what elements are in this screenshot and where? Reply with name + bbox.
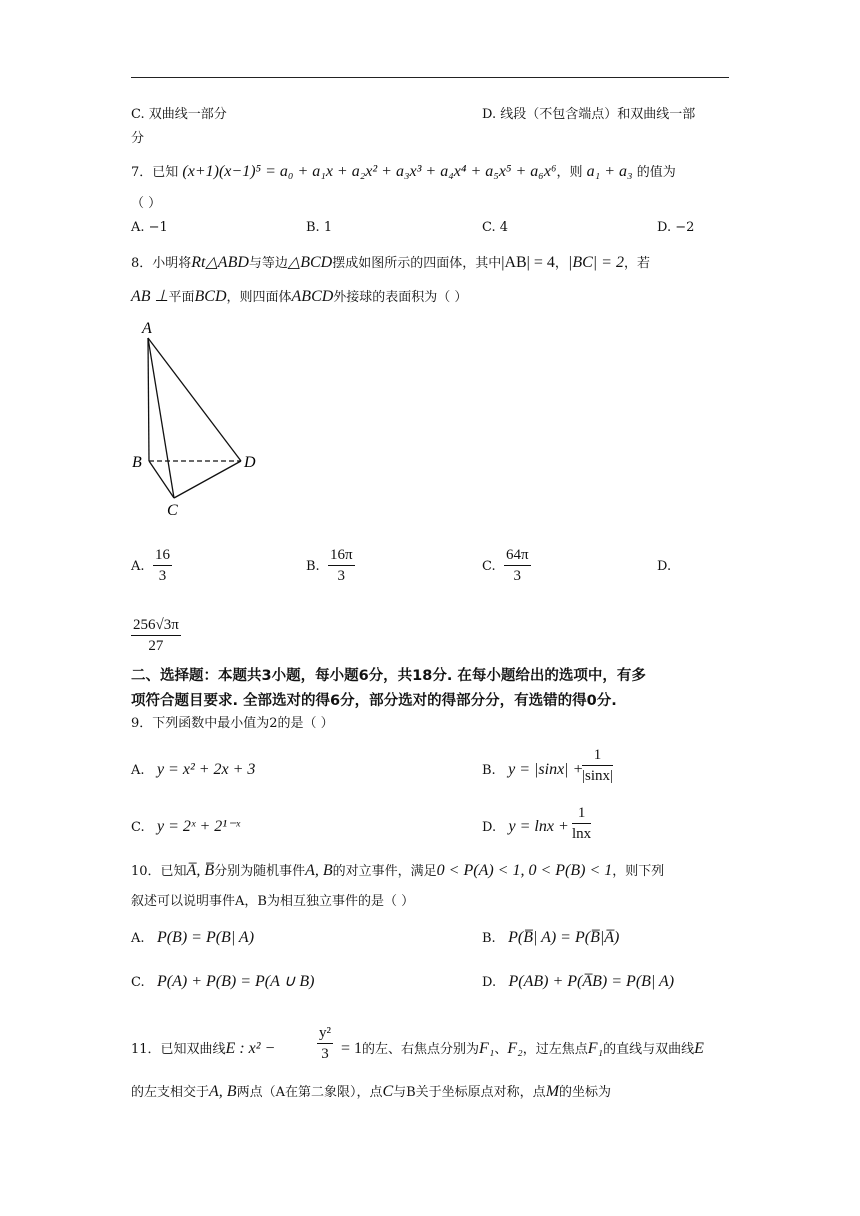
q7-option-d: D. −2 xyxy=(657,220,695,235)
vertex-label-b: B xyxy=(132,454,142,471)
option-expression: y = 2ˣ + 2¹⁻ˣ xyxy=(157,818,240,835)
q6-option-c: C. 双曲线一部分 xyxy=(131,107,227,122)
q6-option-d-wrap: 分 xyxy=(131,131,145,146)
q8-option-d-label: D. xyxy=(657,559,672,574)
fraction-numerator: 16π xyxy=(328,545,355,566)
fraction-denominator: 3 xyxy=(158,568,167,584)
q10-stem-line1 xyxy=(131,862,664,881)
q9-stem: 9．下列函数中最小值为2的是（ ） xyxy=(131,716,334,731)
q11-math: A, B xyxy=(209,1083,237,1100)
q10-text: 10．已知 xyxy=(131,864,187,879)
q10-option-c xyxy=(131,973,314,992)
q8-math: |BC| = 2 xyxy=(567,254,624,271)
q8-text: ，则四面体 xyxy=(226,290,292,305)
fraction-numerator: y² xyxy=(317,1023,333,1044)
q7-option-c: C. 4 xyxy=(482,220,509,235)
q11-math: M xyxy=(545,1083,560,1100)
q7-target: a₁ + a₃ xyxy=(586,163,633,180)
q7-suffix: ，则 xyxy=(556,165,583,180)
q9-option-b-fraction xyxy=(582,745,613,786)
q8-math: △BCD xyxy=(287,254,333,271)
q7-expression: (x+1)(x−1)⁵ = a₀ + a₁x + a₂x² + a₃x³ + a₄x⁴ + a₅x⁵ + a₆x⁶ xyxy=(182,163,557,180)
option-label: C. xyxy=(131,975,145,990)
option-expression: P(B) = P(B| A) xyxy=(156,929,255,946)
q11-text: 的左支相交于 xyxy=(131,1085,210,1100)
fraction-numerator: 16 xyxy=(153,545,172,566)
q11-math: = 1 xyxy=(341,1040,363,1057)
fraction-numerator: 1 xyxy=(582,745,613,766)
q8-option-c-label: C. xyxy=(482,559,496,574)
q11-math: F₁ xyxy=(479,1040,495,1057)
option-expression: y = lnx + xyxy=(508,818,569,835)
q7-paren: （ ） xyxy=(131,196,162,211)
q11-stem-line1-end xyxy=(341,1040,704,1059)
q11-math: F₁ xyxy=(587,1040,604,1057)
vertex-label-a: A xyxy=(142,320,152,337)
fraction-denominator: 3 xyxy=(513,568,522,584)
section-2-heading-line2: 项符合题目要求. 全部选对的得6分，部分选对的得部分分，有选错的得0分. xyxy=(131,693,617,709)
section-2-heading-line1: 二、选择题：本题共3小题，每小题6分，共18分. 在每小题给出的选项中，有多 xyxy=(131,668,646,684)
q11-math: E xyxy=(694,1040,704,1057)
option-label: D. xyxy=(482,975,497,990)
edge-ad xyxy=(148,338,241,461)
q8-math: AB ⊥ xyxy=(131,288,169,305)
q10-text: 分别为随机事件 xyxy=(214,864,306,879)
header-rule xyxy=(131,77,729,78)
q8-text: ， xyxy=(554,256,568,271)
option-label: D. xyxy=(482,820,497,835)
q10-text: 的对立事件，满足 xyxy=(332,864,437,879)
q11-text: 11．已知双曲线 xyxy=(131,1042,226,1057)
q9-option-c xyxy=(131,818,240,837)
q11-math: F₂ xyxy=(507,1040,523,1057)
q8-stem-line2 xyxy=(131,288,467,307)
option-expression: y = x² + 2x + 3 xyxy=(156,761,256,778)
edge-ab xyxy=(148,338,149,461)
q9-option-b xyxy=(482,761,583,780)
q7-option-b: B. 1 xyxy=(306,220,333,235)
q10-option-b xyxy=(482,929,619,948)
fraction-denominator: 3 xyxy=(337,568,346,584)
q8-text: 8．小明将 xyxy=(131,256,192,271)
q11-text: 的直线与双曲线 xyxy=(603,1042,695,1057)
q8-text: 摆成如图所示的四面体，其中 xyxy=(332,256,502,271)
q11-text: 、 xyxy=(494,1042,508,1057)
q11-text: 的坐标为 xyxy=(559,1085,612,1100)
q8-text: 与等边 xyxy=(248,256,288,271)
option-label: A. xyxy=(131,931,145,946)
q10-stem-line2: 叙述可以说明事件A，B为相互独立事件的是（ ） xyxy=(131,894,415,909)
q10-option-a xyxy=(131,929,254,948)
fraction-denominator: |sinx| xyxy=(582,768,614,784)
q9-option-d xyxy=(482,818,569,837)
fraction-denominator: 3 xyxy=(321,1046,329,1062)
option-label: A. xyxy=(131,763,145,778)
fraction-denominator: lnx xyxy=(572,826,592,842)
q7-end: 的值为 xyxy=(636,165,676,180)
q8-text: 外接球的表面积为（ ） xyxy=(333,290,468,305)
vertex-label-d: D xyxy=(244,454,256,471)
q8-math: BCD xyxy=(194,288,227,305)
q7-prefix: 7．已知 xyxy=(131,165,179,180)
q10-option-d xyxy=(482,973,674,992)
tetrahedron-figure xyxy=(126,316,266,521)
q8-text: ，若 xyxy=(623,256,650,271)
q8-stem-line1 xyxy=(131,254,650,273)
option-expression: P(B̅| A) = P(B̅|A̅) xyxy=(508,929,620,946)
q6-option-d: D. 线段（不包含端点）和双曲线一部 xyxy=(482,107,696,122)
edge-bc xyxy=(149,461,174,498)
fraction-denominator: 27 xyxy=(148,638,164,654)
q11-math: C xyxy=(382,1083,394,1100)
q11-text: 两点（A在第二象限），点 xyxy=(236,1085,383,1100)
q11-fraction xyxy=(317,1023,333,1064)
q11-math: E : x² − xyxy=(225,1040,276,1057)
q11-stem-line2 xyxy=(131,1083,611,1102)
q8-option-d-fraction xyxy=(131,615,181,656)
q10-text: ，则下列 xyxy=(612,864,665,879)
edge-cd xyxy=(174,461,241,498)
q8-option-b-label: B. xyxy=(306,559,320,574)
option-label: B. xyxy=(482,931,496,946)
q7-stem xyxy=(131,163,676,182)
q9-option-d-fraction xyxy=(572,803,591,844)
q8-option-b-fraction xyxy=(328,545,355,586)
q11-stem-line1-start xyxy=(131,1040,275,1059)
q11-text: 与B关于坐标原点对称，点 xyxy=(393,1085,546,1100)
q8-math: ABCD xyxy=(291,288,334,305)
option-expression: P(A) + P(B) = P(A ∪ B) xyxy=(157,973,315,990)
q11-text: ，过左焦点 xyxy=(522,1042,588,1057)
q8-text: 平面 xyxy=(168,290,195,305)
q11-text: 的左、右焦点分别为 xyxy=(362,1042,480,1057)
q8-option-a-label: A. xyxy=(131,559,145,574)
q8-math: Rt△ABD xyxy=(191,254,249,271)
option-expression: P(AB) + P(A̅B) = P(B| A) xyxy=(508,973,675,990)
q10-math: A̅, B̅ xyxy=(186,862,215,879)
fraction-numerator: 64π xyxy=(504,545,531,566)
q10-math: A, B xyxy=(305,862,333,879)
q8-option-a-fraction xyxy=(153,545,172,586)
vertex-label-c: C xyxy=(167,502,178,519)
option-label: B. xyxy=(482,763,496,778)
edge-ac xyxy=(148,338,174,498)
q8-option-c-fraction xyxy=(504,545,531,586)
q9-option-a xyxy=(131,761,255,780)
fraction-numerator: 256√3π xyxy=(131,615,181,636)
option-label: C. xyxy=(131,820,145,835)
option-expression: y = |sinx| + xyxy=(508,761,584,778)
fraction-numerator: 1 xyxy=(572,803,591,824)
q8-math: |AB| = 4 xyxy=(501,254,555,271)
q7-option-a: A. −1 xyxy=(131,220,168,235)
q10-math: 0 < P(A) < 1, 0 < P(B) < 1 xyxy=(436,862,613,879)
